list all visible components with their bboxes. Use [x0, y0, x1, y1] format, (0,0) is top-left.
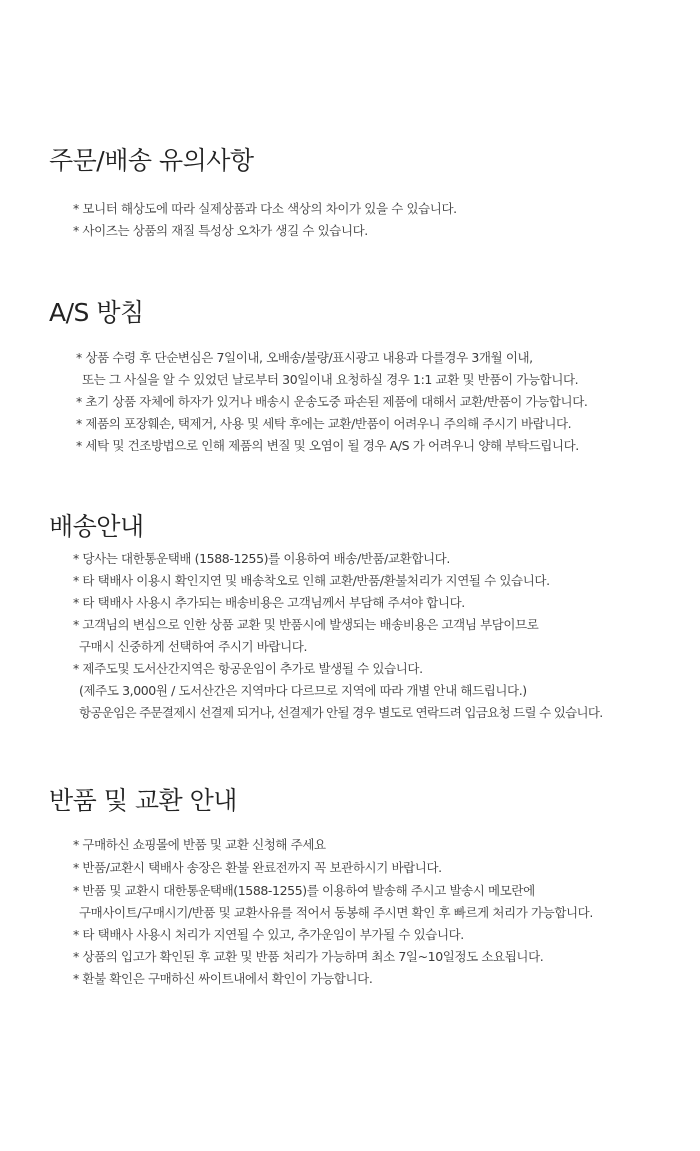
as-policy-line: * 상품 수령 후 단순변심은 7일이내, 오배송/불량/표시광고 내용과 다를경우 3개월 이내, [76, 350, 533, 365]
as-policy-title: A/S 방침 [49, 298, 144, 327]
as-policy-line: * 세탁 및 건조방법으로 인해 제품의 변질 및 오염이 될 경우 A/S 가 어려우니 양해 부탁드립니다. [76, 438, 579, 453]
shipping-guide-line: * 고객님의 변심으로 인한 상품 교환 및 반품시에 발생되는 배송비용은 고객님 부담이므로 [73, 617, 539, 632]
return-exchange-title: 반품 및 교환 안내 [49, 786, 237, 815]
as-policy-line: 또는 그 사실을 알 수 있었던 날로부터 30일이내 요청하실 경우 1:1 교환 및 반품이 가능합니다. [82, 372, 579, 387]
order-notice-line: * 모니터 해상도에 따라 실제상품과 다소 색상의 차이가 있을 수 있습니다. [73, 201, 457, 216]
return-exchange-line: 구매사이트/구매시기/반품 및 교환사유를 적어서 동봉해 주시면 확인 후 빠르게 처리가 가능합니다. [79, 905, 593, 920]
shipping-guide-line: * 타 택배사 사용시 추가되는 배송비용은 고객님께서 부담해 주셔야 합니다. [73, 595, 465, 610]
shipping-guide-title: 배송안내 [49, 512, 144, 541]
return-exchange-line: * 타 택배사 사용시 처리가 지연될 수 있고, 추가운임이 부가될 수 있습니다. [73, 927, 464, 942]
return-exchange-line: * 반품/교환시 택배사 송장은 환불 완료전까지 꼭 보관하시기 바랍니다. [73, 860, 442, 875]
return-exchange-line: * 상품의 입고가 확인된 후 교환 및 반품 처리가 가능하며 최소 7일~10일정도 소요됩니다. [73, 949, 544, 964]
shipping-guide-line: * 타 택배사 이용시 확인지연 및 배송착오로 인해 교환/반품/환불처리가 지연될 수 있습니다. [73, 573, 550, 588]
return-exchange-line: * 환불 확인은 구매하신 싸이트내에서 확인이 가능합니다. [73, 971, 373, 986]
shipping-guide-line: * 제주도및 도서산간지역은 항공운임이 추가로 발생될 수 있습니다. [73, 661, 423, 676]
shipping-guide-line: 항공운임은 주문결제시 선결제 되거나, 선결제가 안될 경우 별도로 연락드려 입금요청 드릴 수 있습니다. [79, 705, 603, 720]
return-exchange-line: * 반품 및 교환시 대한통운택배(1588-1255)를 이용하여 발송해 주시고 발송시 메모란에 [73, 883, 535, 898]
shipping-guide-line: 구매시 신중하게 선택하여 주시기 바랍니다. [79, 639, 308, 654]
shipping-guide-line: * 당사는 대한통운택배 (1588-1255)를 이용하여 배송/반품/교환합니다. [73, 551, 450, 566]
shipping-guide-line: (제주도 3,000원 / 도서산간은 지역마다 다르므로 지역에 따라 개별 안내 해드립니다.) [79, 683, 527, 698]
return-exchange-line: * 구매하신 쇼핑몰에 반품 및 교환 신청해 주세요 [73, 837, 326, 852]
order-notice-title: 주문/배송 유의사항 [49, 146, 254, 175]
as-policy-line: * 제품의 포장훼손, 택제거, 사용 및 세탁 후에는 교환/반품이 어려우니 주의해 주시기 바랍니다. [76, 416, 572, 431]
order-notice-line: * 사이즈는 상품의 재질 특성상 오차가 생길 수 있습니다. [73, 223, 368, 238]
as-policy-line: * 초기 상품 자체에 하자가 있거나 배송시 운송도중 파손된 제품에 대해서 교환/반품이 가능합니다. [76, 394, 588, 409]
